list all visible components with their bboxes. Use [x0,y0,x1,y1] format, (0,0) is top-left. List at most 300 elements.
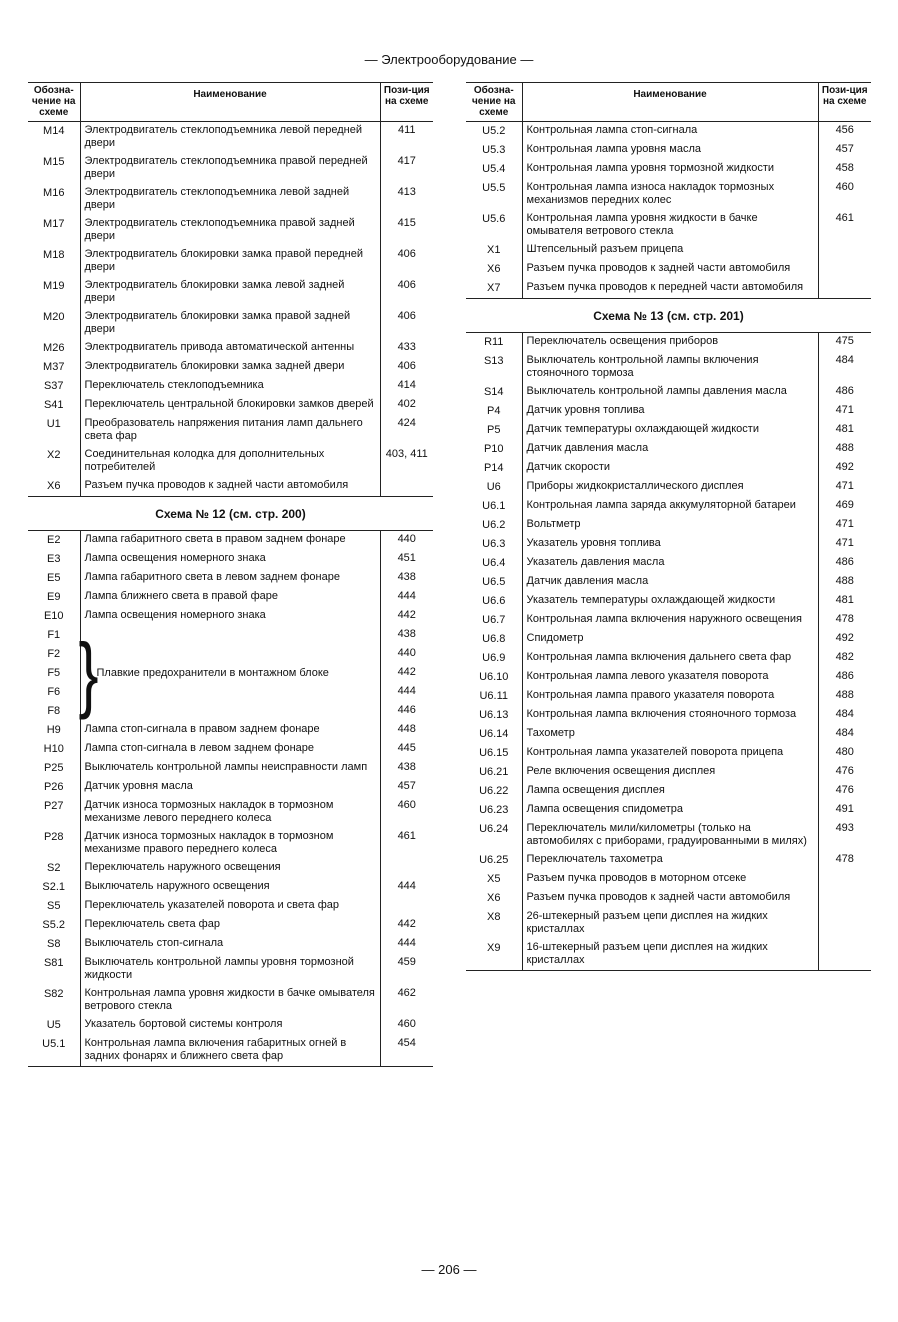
table-row [466,592,871,611]
row-name: Электродвигатель блокировки замка правой задней двери [80,308,380,339]
row-name: Контрольная лампа правого указателя поворота [522,687,818,706]
row-name: Лампа габаритного света в правом заднем фонаре [80,531,380,551]
table-row [28,531,433,551]
row-name: Штепсельный разъем прицепа [522,241,818,260]
row-name: Соединительная колодка для дополнительных потребителей [80,446,380,477]
table-row [466,744,871,763]
row-code: X7 [487,282,501,294]
table-row [466,725,871,744]
header-code: Обозна-чение на схеме [466,83,522,122]
table-row [466,141,871,160]
row-position [818,939,871,971]
row-name: Выключатель контрольной лампы неисправности ламп [80,759,380,778]
row-position: 444 [397,937,416,949]
row-position: 406 [397,360,416,372]
row-code: P10 [483,443,504,455]
table-row [466,554,871,573]
brace-icon: } [78,625,99,720]
row-code: M18 [43,249,65,261]
row-position: 406 [397,310,416,322]
row-position: 484 [835,708,854,720]
row-name: Выключатель стоп-сигнала [80,935,380,954]
row-position [818,260,871,279]
table-row [466,421,871,440]
scheme-12-title: Схема № 12 (см. стр. 200) [28,497,433,531]
row-code: U6.21 [479,766,509,778]
header-name: Наименование [80,83,380,122]
row-code: M16 [43,187,65,199]
row-code: X1 [487,244,501,256]
table-row [466,383,871,402]
row-name: Контрольная лампа указателей поворота прицепа [522,744,818,763]
page-number: — 206 — [421,1262,477,1277]
row-code: U6.7 [482,614,506,626]
row-position: 438 [397,571,416,583]
row-position: 438 [397,761,416,773]
row-position: 457 [397,780,416,792]
row-code: U5.6 [482,213,506,225]
row-name: Контрольная лампа заряда аккумуляторной батареи [522,497,818,516]
row-position: 459 [397,956,416,968]
table-row [28,607,433,626]
header-code: Обозна-чение на схеме [28,83,80,122]
row-code: E9 [47,591,61,603]
row-position: 488 [835,575,854,587]
table-row [28,859,433,878]
row-position: 460 [397,1018,416,1030]
row-position: 488 [835,442,854,454]
row-code: S82 [43,988,64,1000]
row-position: 451 [397,552,416,564]
row-code: M19 [43,280,65,292]
row-code: U5.1 [28,1035,80,1067]
row-code: S5.2 [42,919,66,931]
row-position: 424 [397,417,416,429]
row-position: 445 [397,742,416,754]
row-code: S37 [43,380,64,392]
table-row [28,446,433,477]
row-name: Переключатель мили/километры (только на автомобилях с приборами, градуированными в милях) [522,820,818,851]
row-code: H10 [43,743,64,755]
row-position: 471 [835,480,854,492]
row-name: Переключатель света фар [80,916,380,935]
row-name: Лампа габаритного света в левом заднем фонаре [80,569,380,588]
row-code: U6.23 [479,804,509,816]
table-row [28,308,433,339]
row-code: S2 [47,862,61,874]
row-position: 461 [835,212,854,224]
row-position: 406 [397,248,416,260]
table-row [466,497,871,516]
row-name: Преобразователь напряжения питания ламп дальнего света фар [80,415,380,446]
table-row [466,210,871,241]
page-title: — Электрооборудование — [364,52,534,67]
row-code: S81 [43,957,64,969]
row-name: Контрольная лампа уровня тормозной жидкости [522,160,818,179]
table-row [466,535,871,554]
row-position: 442 [397,666,416,678]
row-position: 456 [835,124,854,136]
row-position [818,241,871,260]
row-code: U6.22 [479,785,509,797]
row-position: 475 [835,335,854,347]
table-row [28,897,433,916]
row-position: 481 [835,594,854,606]
row-code: P5 [487,424,501,436]
row-name: Контрольная лампа включения наружного освещения [522,611,818,630]
row-position: 440 [397,647,416,659]
row-name: Лампа стоп-сигнала в левом заднем фонаре [80,740,380,759]
row-code: F8 [47,705,61,717]
table-row [466,611,871,630]
row-code: M26 [43,342,65,354]
table-row [466,908,871,939]
row-code: M17 [43,218,65,230]
row-code: R11 [484,336,504,348]
scheme-13-title: Схема № 13 (см. стр. 201) [466,299,871,333]
row-position: 415 [397,217,416,229]
row-code: U6.24 [479,823,509,835]
row-name: Переключатель стеклоподъемника [80,377,380,396]
row-name: Указатель температуры охлаждающей жидкости [522,592,818,611]
row-name: Электродвигатель стеклоподъемника левой передней двери [80,122,380,154]
row-name: Контрольная лампа стоп-сигнала [522,122,818,142]
row-position: 482 [835,651,854,663]
row-name: Лампа освещения номерного знака [80,550,380,569]
row-position: 433 [397,341,416,353]
table-row [466,459,871,478]
row-name: Лампа ближнего света в правой фаре [80,588,380,607]
row-code: E10 [43,610,64,622]
row-code: U5.2 [482,125,506,137]
row-position: 488 [835,689,854,701]
table-row [28,569,433,588]
row-position [818,279,871,299]
table-row [28,215,433,246]
row-code: P4 [487,405,501,417]
row-code: S13 [483,355,504,367]
row-code: U6.10 [479,671,509,683]
row-position: 480 [835,746,854,758]
table-row [466,763,871,782]
table-row [466,889,871,908]
row-position: 414 [397,379,416,391]
row-code: U6.1 [482,500,506,512]
row-code: U6.11 [479,690,509,702]
table-row [466,630,871,649]
table-row [28,721,433,740]
row-name: Выключатель контрольной лампы включения стояночного тормоза [522,352,818,383]
table-row [28,828,433,859]
row-name: Контрольная лампа включения габаритных огней в задних фонарях и ближнего света фар [80,1035,380,1067]
row-code: E2 [47,534,61,546]
row-code: U5.3 [482,144,506,156]
row-name: Контрольная лампа включения дальнего света фар [522,649,818,668]
table-row [466,279,871,299]
right-column [466,82,871,971]
row-code: F6 [47,686,61,698]
row-name: Датчик износа тормозных накладок в тормозном механизме левого переднего колеса [80,797,380,828]
table-row [466,687,871,706]
row-position [380,859,433,878]
row-name: Электродвигатель блокировки замка задней двери [80,358,380,377]
row-code: U6.13 [479,709,509,721]
row-code: X5 [487,873,501,885]
table-row [466,801,871,820]
fuse-group-cell [80,626,380,721]
row-name: Спидометр [522,630,818,649]
row-position: 484 [835,354,854,366]
row-position: 486 [835,670,854,682]
table-row [466,782,871,801]
table-row [28,878,433,897]
table-row [466,333,871,353]
table-row [28,358,433,377]
row-name: Разъем пучка проводов в моторном отсеке [522,870,818,889]
row-code: P26 [43,781,64,793]
row-name: Тахометр [522,725,818,744]
row-position: 442 [397,918,416,930]
row-name: Переключатель центральной блокировки замков дверей [80,396,380,415]
row-name: Датчик температуры охлаждающей жидкости [522,421,818,440]
row-name: Датчик давления масла [522,440,818,459]
row-code: U5.4 [482,163,506,175]
row-position [380,897,433,916]
header-name: Наименование [522,83,818,122]
row-code: S5 [47,900,61,912]
row-position: 486 [835,385,854,397]
row-code: U5.5 [482,182,506,194]
row-name: Контрольная лампа уровня жидкости в бачке омывателя ветрового стекла [80,985,380,1016]
row-position [818,870,871,889]
row-name: Выключатель наружного освещения [80,878,380,897]
table-row [28,415,433,446]
row-position: 460 [835,181,854,193]
table-row [28,797,433,828]
row-code: X8 [487,911,501,923]
row-code: P14 [483,462,504,474]
row-position: 448 [397,723,416,735]
row-name: Указатель уровня топлива [522,535,818,554]
row-position: 471 [835,537,854,549]
row-code: M14 [43,125,65,137]
row-position: 444 [397,590,416,602]
table-row [466,241,871,260]
row-code: M20 [43,311,65,323]
row-position: 438 [397,628,416,640]
row-code: U6.2 [482,519,506,531]
row-name: Разъем пучка проводов к задней части автомобиля [80,477,380,497]
table-row [28,396,433,415]
row-name: Разъем пучка проводов к задней части автомобиля [522,260,818,279]
table-row [28,184,433,215]
row-code: P27 [43,800,64,812]
row-name: Переключатель тахометра [522,851,818,870]
row-name: Датчик давления масла [522,573,818,592]
table-row [28,246,433,277]
fuse-row [28,626,433,645]
table-row [28,985,433,1016]
table-row [28,759,433,778]
row-code: U6.15 [479,747,509,759]
table-row [466,260,871,279]
row-code: F2 [47,648,61,660]
row-code: U6.14 [479,728,509,740]
row-name: 26-штекерный разъем цепи дисплея на жидких кристаллах [522,908,818,939]
row-position: 411 [397,124,416,136]
row-code: U6.3 [482,538,506,550]
table-row [466,352,871,383]
table-row [28,916,433,935]
row-name: Контрольная лампа уровня жидкости в бачке омывателя ветрового стекла [522,210,818,241]
row-code: X2 [47,449,61,461]
table-row [466,179,871,210]
left-table [28,82,433,1067]
row-position: 444 [397,880,416,892]
table-row [466,649,871,668]
row-name: Лампа стоп-сигнала в правом заднем фонаре [80,721,380,740]
row-code: U6.5 [482,576,506,588]
table-row [466,851,871,870]
row-position: 458 [835,162,854,174]
table-row [466,160,871,179]
row-position: 402 [397,398,416,410]
row-name: Датчик уровня топлива [522,402,818,421]
row-position: 417 [397,155,416,167]
row-position: 469 [835,499,854,511]
row-position: 481 [835,423,854,435]
row-name: Выключатель контрольной лампы уровня тормозной жидкости [80,954,380,985]
header-pos: Пози-ция на схеме [818,83,871,122]
header-pos: Пози-ция на схеме [380,83,433,122]
row-position: 442 [397,609,416,621]
table-row [28,1016,433,1035]
row-position: 486 [835,556,854,568]
row-name: Разъем пучка проводов к задней части автомобиля [522,889,818,908]
row-name: Указатель давления масла [522,554,818,573]
row-position: 413 [397,186,416,198]
row-position: 440 [397,533,416,545]
row-code: U1 [46,418,61,430]
table-row [28,935,433,954]
table-row [28,477,433,497]
table-row [466,706,871,725]
table-row [28,153,433,184]
table-row [466,573,871,592]
row-name: Выключатель контрольной лампы давления масла [522,383,818,402]
row-position: 484 [835,727,854,739]
row-code: M15 [43,156,65,168]
row-position: 461 [397,830,416,842]
table-row [466,939,871,971]
row-name: Указатель бортовой системы контроля [80,1016,380,1035]
row-code: P28 [43,831,64,843]
row-name: Электродвигатель стеклоподъемника правой передней двери [80,153,380,184]
row-position: 493 [835,822,854,834]
row-position: 457 [835,143,854,155]
row-position: 492 [835,632,854,644]
row-code: S14 [483,386,504,398]
row-code: S8 [47,938,61,950]
row-position: 478 [835,613,854,625]
row-name: Электродвигатель блокировки замка правой передней двери [80,246,380,277]
row-name: Контрольная лампа левого указателя поворота [522,668,818,687]
row-position [818,889,871,908]
row-position: 471 [835,404,854,416]
left-column [28,82,433,1067]
row-code: U6.6 [482,595,506,607]
row-name: Переключатель указателей поворота и света фар [80,897,380,916]
row-position: 492 [835,461,854,473]
row-name: Лампа освещения спидометра [522,801,818,820]
row-code: U6 [486,481,501,493]
row-code: H9 [46,724,61,736]
row-code: S41 [43,399,64,411]
row-code: X9 [466,939,522,971]
row-position: 444 [397,685,416,697]
table-row [466,668,871,687]
table-row [466,402,871,421]
row-code: U6.9 [482,652,506,664]
right-table [466,82,871,971]
row-code: P25 [43,762,64,774]
table-row [28,1035,433,1067]
row-name: Контрольная лампа износа накладок тормозных механизмов передних колес [522,179,818,210]
row-name: Разъем пучка проводов к передней части автомобиля [522,279,818,299]
row-name: Датчик износа тормозных накладок в тормозном механизме правого переднего колеса [80,828,380,859]
table-row [28,550,433,569]
row-position: 446 [397,704,416,716]
row-position: 471 [835,518,854,530]
row-code: U5 [46,1019,61,1031]
row-name: Контрольная лампа уровня масла [522,141,818,160]
table-row [28,954,433,985]
table-row [28,122,433,154]
row-name: Переключатель наружного освещения [80,859,380,878]
row-name: Электродвигатель блокировки замка левой задней двери [80,277,380,308]
row-code: X6 [487,892,501,904]
table-row [28,277,433,308]
row-code: E3 [47,553,61,565]
table-row [28,339,433,358]
row-name: Электродвигатель стеклоподъемника правой задней двери [80,215,380,246]
row-position: 478 [835,853,854,865]
row-position [380,477,433,497]
row-position: 406 [397,279,416,291]
row-code: U6.25 [479,854,509,866]
row-name: Электродвигатель привода автоматической антенны [80,339,380,358]
fuse-group-label: Плавкие предохранители в монтажном блоке [96,667,329,679]
row-name: Лампа освещения дисплея [522,782,818,801]
row-position: 491 [835,803,854,815]
row-name: Электродвигатель стеклоподъемника левой задней двери [80,184,380,215]
row-name: Контрольная лампа включения стояночного тормоза [522,706,818,725]
row-name: Датчик уровня масла [80,778,380,797]
table-row [466,870,871,889]
table-row [28,740,433,759]
row-name: 16-штекерный разъем цепи дисплея на жидких кристаллах [522,939,818,971]
row-code: X6 [47,480,61,492]
table-row [466,440,871,459]
row-code: X6 [487,263,501,275]
row-name: Реле включения освещения дисплея [522,763,818,782]
row-position: 454 [380,1035,433,1067]
row-name: Вольтметр [522,516,818,535]
row-position: 460 [397,799,416,811]
table-row [466,478,871,497]
row-position: 476 [835,765,854,777]
row-position: 476 [835,784,854,796]
